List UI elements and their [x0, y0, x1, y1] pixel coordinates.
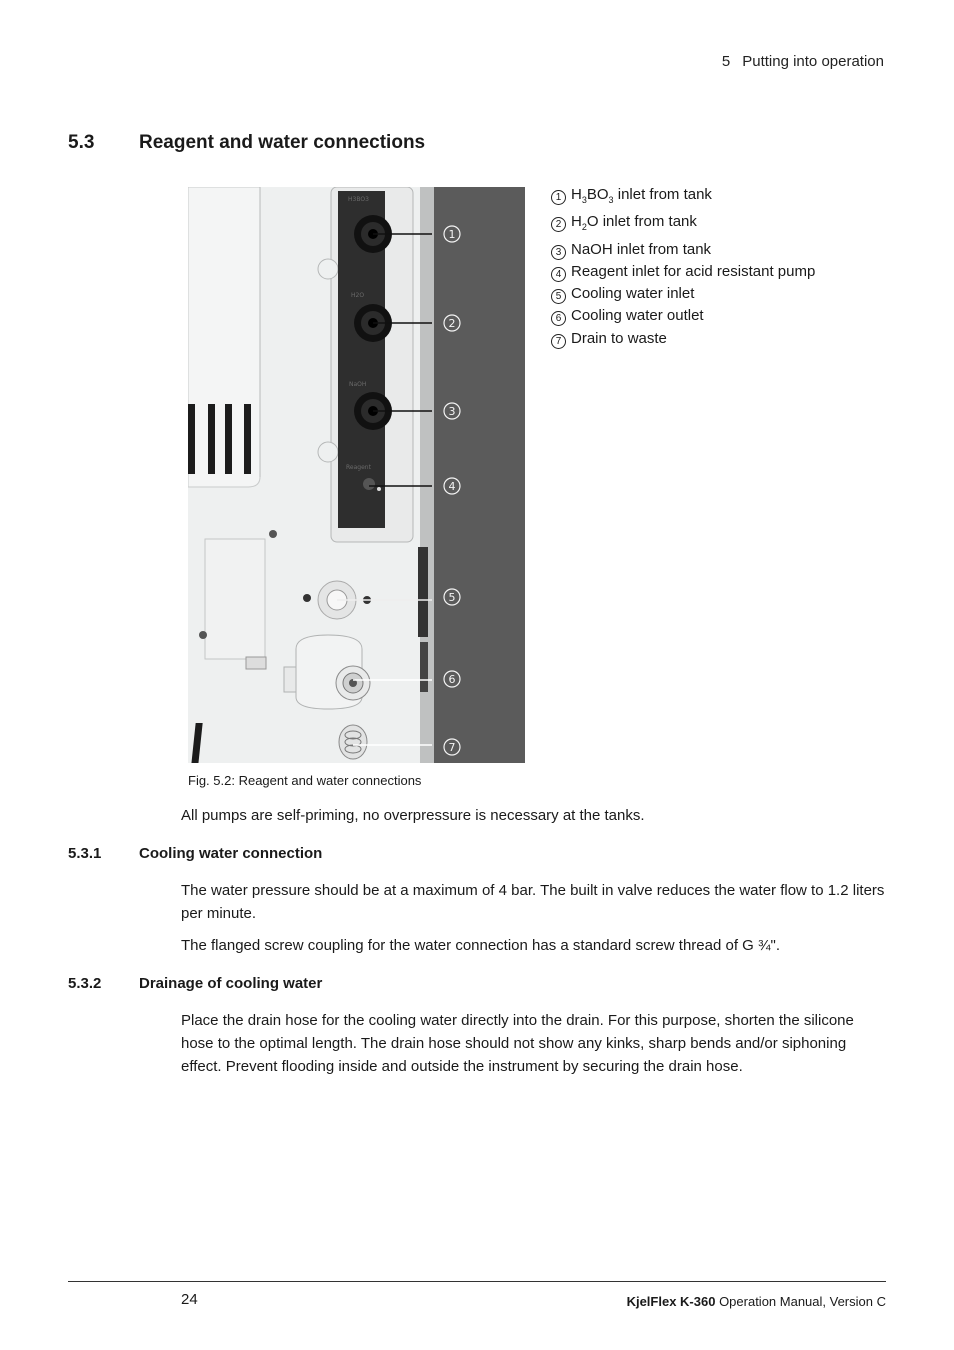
legend-text: H: [571, 186, 582, 203]
legend-item: [551, 211, 815, 238]
legend-text: Cooling water outlet: [571, 307, 704, 325]
figure-photo: [188, 187, 525, 763]
callout-7: 7: [448, 741, 456, 754]
chapter-title: Putting into operation: [742, 53, 884, 70]
legend-number: 6: [551, 311, 566, 326]
legend-subscript: 3: [581, 195, 587, 205]
panel-label-2: H2O: [351, 292, 365, 299]
legend-number: 2: [551, 217, 566, 232]
legend-text: O inlet from tank: [586, 213, 697, 231]
legend-item: [551, 239, 815, 261]
intro-paragraph: All pumps are self-priming, no overpressure is necessary at the tanks.: [181, 807, 645, 824]
paragraph-screw-coupling: The flanged screw coupling for the water connection has a standard screw thread of G ¾".: [181, 937, 780, 954]
subsection-number: 5.3.1: [68, 845, 102, 862]
callout-5: 5: [448, 591, 456, 604]
legend-text: NaOH inlet from tank: [571, 240, 712, 258]
paragraph-water-pressure: The water pressure should be at a maximum of 4 bar. The built in valve reduces the water flow to 1.2 liters per minute.: [181, 882, 885, 922]
legend-item: [551, 261, 815, 283]
callout-2: 2: [448, 317, 456, 330]
callout-6: 6: [448, 673, 456, 686]
legend-item: [551, 283, 815, 305]
section-heading: [68, 132, 425, 154]
legend-subscript: 3: [608, 195, 614, 205]
legend-text: H: [571, 213, 582, 231]
page-number: 24: [181, 1291, 198, 1308]
callout-1: 1: [448, 228, 456, 241]
dark-background: [424, 187, 525, 763]
subsection-number: 5.3.2: [68, 975, 102, 992]
section-number: 5.3: [68, 132, 95, 153]
figure-caption: Fig. 5.2: Reagent and water connections: [188, 773, 422, 788]
callout-4: 4: [448, 480, 456, 493]
legend-text: Cooling water inlet: [571, 285, 695, 303]
legend-item: [551, 305, 815, 327]
figure-legend: [551, 184, 815, 350]
legend-text: Reagent inlet for acid resistant pump: [571, 262, 816, 280]
legend-item: [551, 184, 815, 211]
chapter-number: 5: [721, 53, 731, 70]
paragraph-drain-hose: Place the drain hose for the cooling water directly into the drain. For this purpose, shorten the silicone hose to the optimal length. The drain hose should not show any kinks, sharp bends and/or siphoning effect. Prevent flooding inside and outside the instrument by securing the drain hose.: [181, 1012, 854, 1075]
subsection-heading-2: [68, 975, 322, 992]
panel-label-3: NaOH: [349, 381, 367, 388]
legend-number: 1: [551, 190, 566, 205]
legend-text: BO: [586, 186, 609, 203]
legend-text: inlet from tank: [613, 186, 712, 203]
panel-label-1: H3BO3: [348, 196, 369, 203]
product-name: KjelFlex K-360: [626, 1294, 716, 1309]
section-title: Reagent and water connections: [139, 132, 426, 153]
legend-item: [551, 328, 815, 350]
callout-3: 3: [448, 405, 456, 418]
document-version: Operation Manual, Version C: [715, 1294, 886, 1309]
panel-label-4: Reagent: [346, 464, 371, 471]
subsection-title: Drainage of cooling water: [139, 975, 323, 992]
running-header: [722, 53, 884, 70]
footer-divider: [68, 1281, 886, 1282]
legend-text: Drain to waste: [571, 329, 667, 347]
legend-number: 5: [551, 289, 566, 304]
subsection-title: Cooling water connection: [139, 845, 323, 862]
subsection-heading-1: [68, 845, 322, 862]
legend-number: 7: [551, 334, 566, 349]
legend-subscript: 2: [581, 222, 587, 233]
legend-number: 4: [551, 267, 566, 282]
footer-document-title: [627, 1294, 886, 1309]
legend-number: 3: [551, 245, 566, 260]
